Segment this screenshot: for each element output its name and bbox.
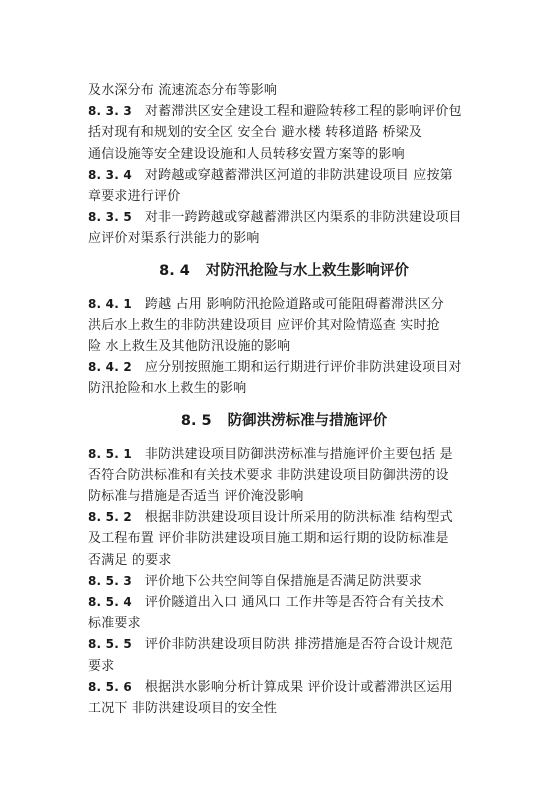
clause-text: 防汛抢险和水上救生的影响 <box>88 381 247 397</box>
clause-8-3-5 <box>88 207 480 249</box>
clause-text: 及工程布置 评价非防洪建设项目施工期和运行期的设防标准是 <box>88 531 449 547</box>
clause-text: 评价地下公共空间等自保措施是否满足防洪要求 <box>144 573 423 589</box>
clause-8-5-6 <box>88 677 480 719</box>
clause-text: 防标准与措施是否适当 评价淹没影响 <box>88 489 304 505</box>
clause-text: 洪后水上救生的非防洪建设项目 应评价其对险情巡查 实时抢 <box>88 317 440 333</box>
clause-number: 8. 3. 3 <box>88 104 132 119</box>
clause-8-5-3 <box>88 571 480 592</box>
clause-text: 标准要求 <box>88 616 141 632</box>
clause-number: 8. 3. 4 <box>88 167 132 182</box>
section-8-3-2-continuation: 及水深分布 流速流态分布等影响 <box>88 83 278 98</box>
clause-text: 根据非防洪建设项目设计所采用的防洪标准 结构型式 <box>144 510 453 526</box>
section-title: 对防汛抢险与水上救生影响评价 <box>205 262 409 279</box>
clause-8-4-1 <box>88 294 480 358</box>
clause-number: 8. 5. 2 <box>88 510 132 525</box>
clause-text: 对跨越或穿越蓄滞洪区河道的非防洪建设项目 应按第 <box>144 167 453 183</box>
clause-text: 跨越 占用 影响防汛抢险道路或可能阻碍蓄滞洪区分 <box>144 296 444 312</box>
section-number: 8. 4 <box>159 262 190 279</box>
clause-8-3-4 <box>88 165 480 207</box>
clause-text: 要求 <box>88 658 115 674</box>
clause-text: 根据洪水影响分析计算成果 评价设计或蓄滞洪区运用 <box>144 679 453 695</box>
clause-8-4-2 <box>88 357 480 399</box>
clause-number: 8. 5. 3 <box>88 573 132 588</box>
clause-8-5-5 <box>88 634 480 676</box>
clause-text: 险 水上救生及其他防汛设施的影响 <box>88 339 291 355</box>
section-number: 8. 5 <box>180 412 212 429</box>
clause-number: 8. 4. 1 <box>88 296 132 311</box>
clause-text: 否满足 的要求 <box>88 552 172 568</box>
clause-text: 评价非防洪建设项目防洪 排涝措施是否符合设计规范 <box>144 637 453 653</box>
clause-text: 应评价对渠系行洪能力的影响 <box>88 231 260 247</box>
clause-text: 应分别按照施工期和运行期进行评价非防洪建设项目对 <box>144 360 462 376</box>
clause-text: 括对现有和规划的安全区 安全台 避水楼 转移道路 桥梁及 <box>88 125 423 141</box>
clause-8-5-4 <box>88 592 480 634</box>
clause-text: 工况下 非防洪建设项目的安全性 <box>88 701 278 717</box>
clause-text: 通信设施等安全建设设施和人员转移安置方案等的影响 <box>88 146 405 162</box>
clause-number: 8. 5. 1 <box>88 446 132 461</box>
clause-text: 章要求进行评价 <box>88 189 181 205</box>
clause-number: 8. 5. 6 <box>88 679 132 694</box>
clause-number: 8. 3. 5 <box>88 210 132 225</box>
clause-number: 8. 5. 4 <box>88 595 132 610</box>
section-title: 防御洪涝标准与措施评价 <box>227 412 388 429</box>
clause-8-5-1 <box>88 444 480 508</box>
clause-8-3-3 <box>88 101 480 165</box>
clause-text: 对非一跨跨越或穿越蓄滞洪区内渠系的非防洪建设项目 <box>144 210 462 226</box>
clause-text: 对蓄滞洪区安全建设工程和避险转移工程的影响评价包 <box>144 104 462 120</box>
clause-text: 否符合防洪标准和有关技术要求 非防洪建设项目防御洪涝的设 <box>88 467 449 483</box>
section-heading-8-5 <box>88 411 480 432</box>
section-heading-8-4 <box>88 261 480 282</box>
clause-8-5-2 <box>88 507 480 571</box>
clause-number: 8. 5. 5 <box>88 637 132 652</box>
document-page <box>88 80 480 719</box>
clause-number: 8. 4. 2 <box>88 360 132 375</box>
clause-text: 非防洪建设项目防御洪涝标准与措施评价主要包括 是 <box>144 446 453 462</box>
clause-text: 评价隧道出入口 通风口 工作井等是否符合有关技术 <box>144 595 444 611</box>
